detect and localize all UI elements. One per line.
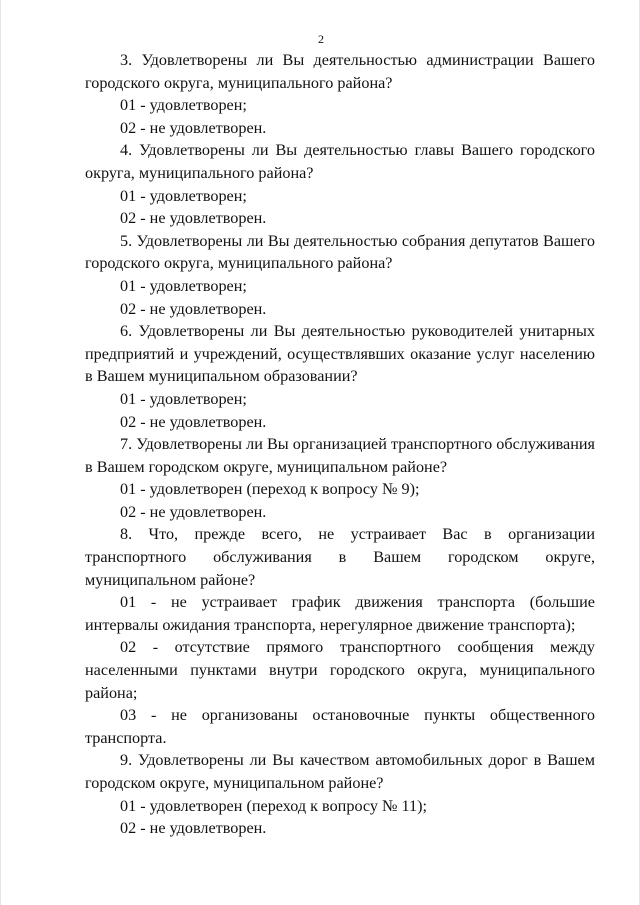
answer-option: 02 - не удовлетворен.	[120, 819, 267, 838]
answer-option: 02 - не удовлетворен.	[120, 412, 267, 431]
answer-option: 01 - удовлетворен;	[120, 389, 247, 408]
question-4: 4. Удовлетворены ли Вы деятельностью главы Вашего городского округа, муниципального района?	[85, 141, 595, 182]
question-8: 8. Что, прежде всего, не устраивает Вас в организации транспортного обслуживания в Вашем городском округе, муниципальном районе?	[85, 525, 595, 589]
question-3: 3. Удовлетворены ли Вы деятельностью администрации Вашего городского округа, муниципального района?	[85, 51, 595, 92]
answer-option: 02 - не удовлетворен.	[120, 209, 267, 228]
answer-option: 01 - удовлетворен;	[120, 186, 247, 205]
answer-option: 03 - не организованы остановочные пункты общественного транспорта.	[85, 706, 595, 747]
answer-option: 02 - не удовлетворен.	[120, 118, 267, 137]
answer-option: 01 - удовлетворен;	[120, 276, 247, 295]
answer-option: 01 - не устраивает график движения транспорта (большие интервалы ожидания транспорта, нерегулярное движение транспорта);	[85, 593, 595, 634]
answer-option: 02 - не удовлетворен.	[120, 299, 267, 318]
page-number: 2	[318, 32, 324, 46]
question-6: 6. Удовлетворены ли Вы деятельностью руководителей унитарных предприятий и учреждений, осуществлявших оказание услуг населению в Вашем муниципальном образовании?	[85, 322, 595, 386]
question-7: 7. Удовлетворены ли Вы организацией транспортного обслуживания в Вашем городском округе, муниципальном районе?	[85, 435, 595, 476]
answer-option: 01 - удовлетворен (переход к вопросу № 9);	[120, 480, 420, 499]
document-body	[85, 49, 595, 840]
answer-option: 02 - отсутствие прямого транспортного сообщения между населенными пунктами внутри городского округа, муниципального района;	[85, 638, 595, 702]
question-5: 5. Удовлетворены ли Вы деятельностью собрания депутатов Вашего городского округа, муниципального района?	[85, 231, 595, 273]
answer-option: 01 - удовлетворен;	[120, 96, 247, 115]
answer-option: 02 - не удовлетворен.	[120, 502, 267, 521]
question-9: 9. Удовлетворены ли Вы качеством автомобильных дорог в Вашем городском округе, муниципальном районе?	[85, 751, 595, 792]
answer-option: 01 - удовлетворен (переход к вопросу № 11);	[120, 796, 428, 815]
